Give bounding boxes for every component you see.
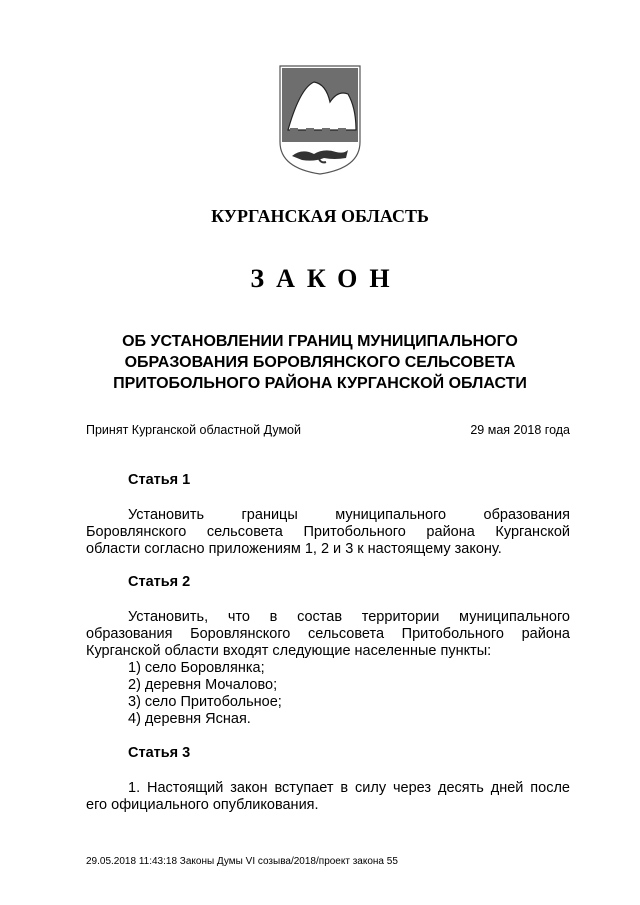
article-2-text (86, 609, 570, 660)
text-line: образования Боровлянского сельсовета Притобольного района (86, 626, 570, 642)
article-1-text (86, 507, 570, 558)
law-title-line: ПРИТОБОЛЬНОГО РАЙОНА КУРГАНСКОЙ ОБЛАСТИ (113, 375, 527, 392)
article-2-heading: Статья 2 (128, 574, 191, 590)
article-3-text (86, 780, 570, 814)
text-line: Боровлянского сельсовета Притобольного района Курганской (86, 524, 570, 540)
text-line: 1. Настоящий закон вступает в силу через десять дней после (128, 780, 570, 796)
adopted-date: 29 мая 2018 года (470, 423, 570, 437)
coat-of-arms-icon (278, 64, 362, 176)
law-title-line: ОБ УСТАНОВЛЕНИИ ГРАНИЦ МУНИЦИПАЛЬНОГО (122, 333, 518, 350)
adopted-by: Принят Курганской областной Думой (86, 423, 301, 437)
list-item: 2) деревня Мочалово; (128, 677, 278, 693)
text-line: его официального опубликования. (86, 797, 319, 813)
law-heading: ЗАКОН (250, 264, 402, 293)
law-title-line: ОБРАЗОВАНИЯ БОРОВЛЯНСКОГО СЕЛЬСОВЕТА (124, 354, 516, 371)
document-footer: 29.05.2018 11:43:18 Законы Думы VI созыва/2018/проект закона 55 (86, 856, 398, 867)
list-item: 3) село Притобольное; (128, 694, 282, 710)
text-line: Установить, что в состав территории муниципального (128, 609, 570, 625)
article-1-heading: Статья 1 (128, 472, 191, 488)
list-item: 4) деревня Ясная. (128, 711, 251, 727)
article-3-heading: Статья 3 (128, 745, 191, 761)
region-title: КУРГАНСКАЯ ОБЛАСТЬ (211, 206, 429, 226)
list-item: 1) село Боровлянка; (128, 660, 265, 676)
text-line: Курганской области входят следующие населенные пункты: (86, 643, 492, 659)
text-line: Установить границы муниципального образования (128, 507, 570, 523)
law-title (60, 331, 580, 394)
text-line: области согласно приложениям 1, 2 и 3 к настоящему закону. (86, 541, 502, 557)
